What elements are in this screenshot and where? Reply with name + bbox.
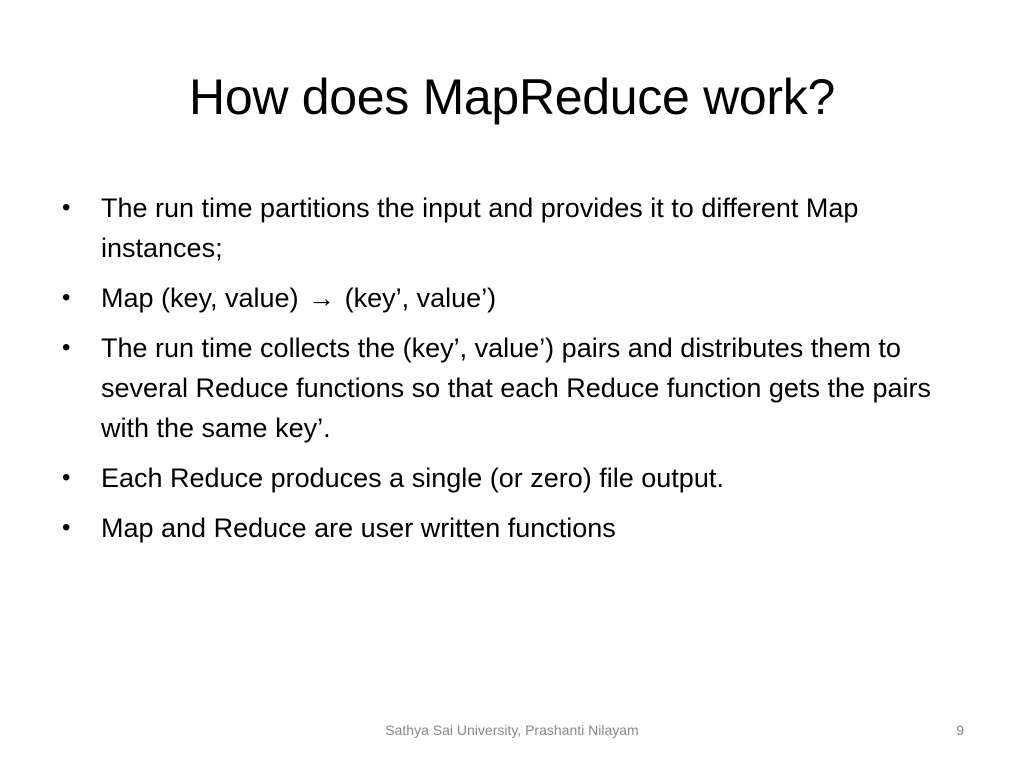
bullet-marker: •	[62, 194, 71, 221]
bullet-text: Map (key, value)	[101, 283, 299, 313]
bullet-item	[58, 328, 958, 448]
bullet-item	[58, 458, 958, 498]
bullet-item	[58, 278, 958, 318]
bullet-text: Map and Reduce are user written functions	[101, 513, 616, 543]
bullet-text: The run time partitions the input and provides it to different Map instances;	[101, 193, 859, 263]
bullet-list	[58, 188, 958, 558]
slide-title: How does MapReduce work?	[189, 69, 835, 125]
bullet-item	[58, 508, 958, 548]
bullet-marker: •	[62, 514, 71, 541]
slide-footer: Sathya Sai University, Prashanti Nilayam	[385, 722, 639, 738]
bullet-text: The run time collects the (key’, value’) pairs and distributes them to several Reduce functions so that each Reduce function gets the pairs with the same key’.	[101, 333, 931, 443]
bullet-item	[58, 188, 958, 268]
bullet-text-tail: (key’, value’)	[344, 283, 497, 313]
page-number: 9	[956, 722, 964, 738]
bullet-marker: •	[62, 464, 71, 491]
bullet-marker: •	[62, 334, 71, 361]
bullet-text: Each Reduce produces a single (or zero) file output.	[101, 463, 724, 493]
bullet-marker: •	[62, 284, 71, 311]
right-arrow-icon: →	[308, 283, 336, 313]
